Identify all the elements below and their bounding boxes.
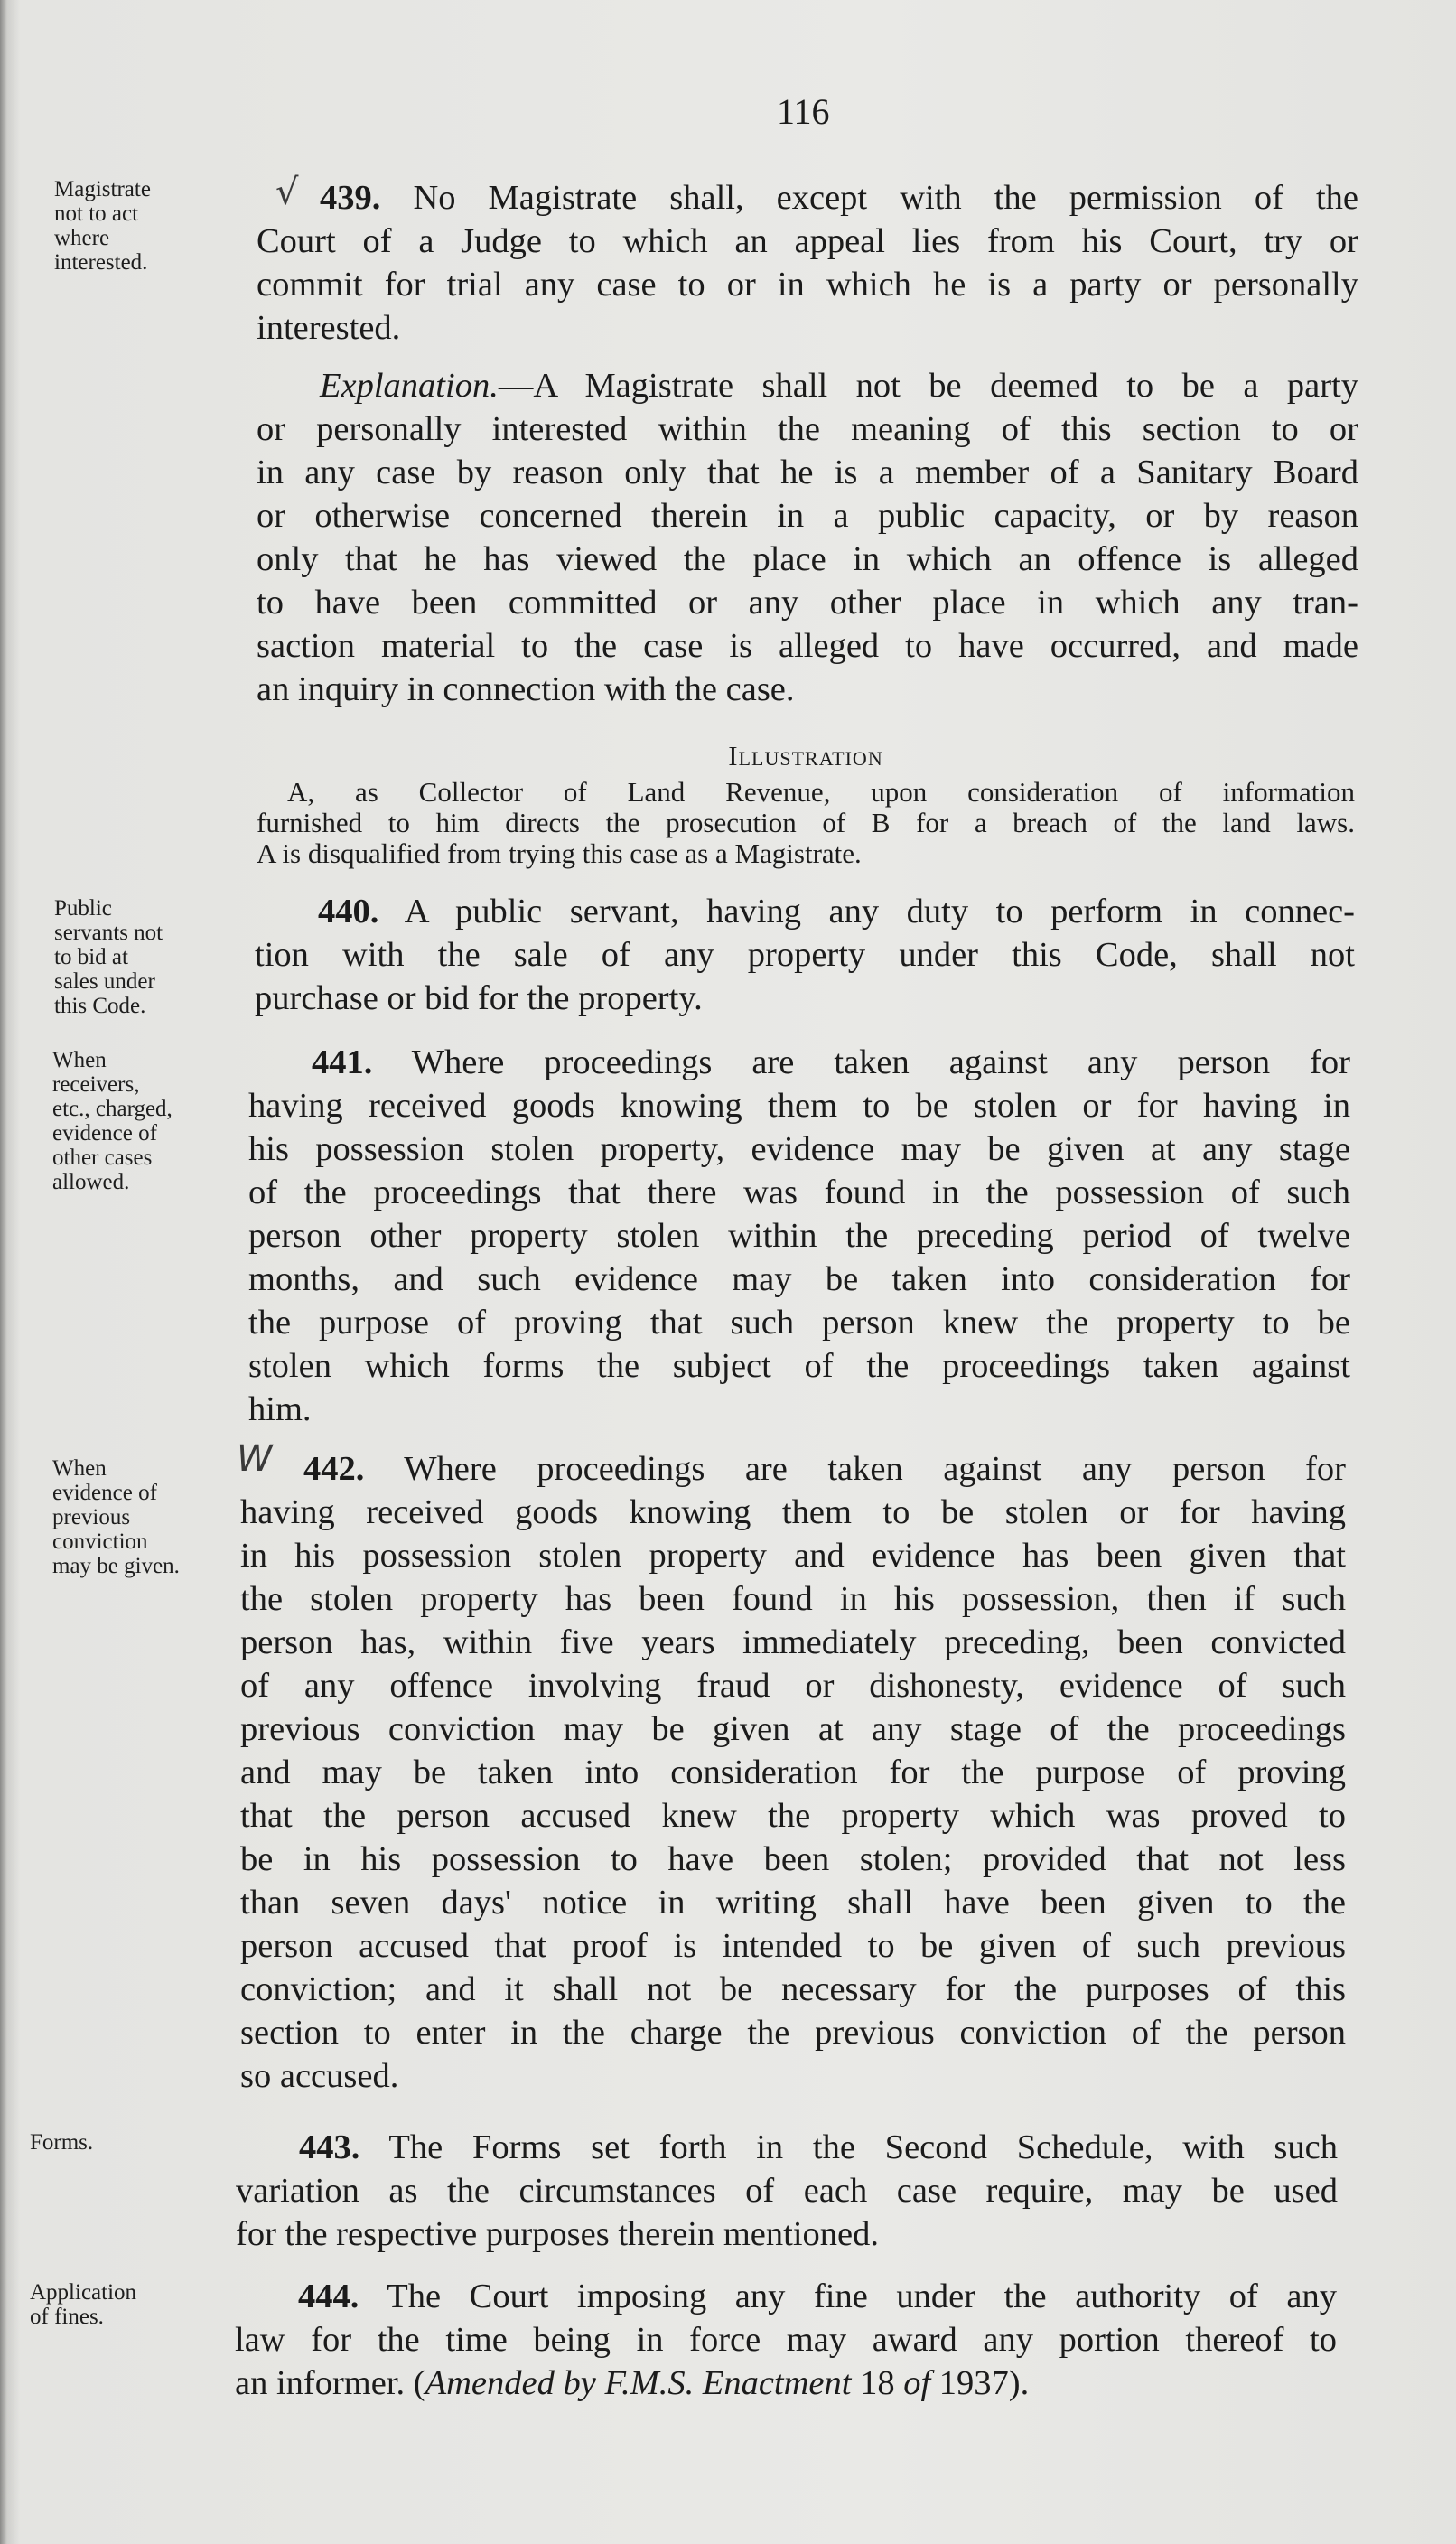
margin-note-line: Forms. [30,2130,94,2155]
text-line [257,263,1358,306]
section-444 [235,2275,1337,2405]
section-440 [255,890,1355,1020]
text-line [257,538,1358,581]
margin-note-line: servants not [54,921,163,945]
text-line [255,933,1355,977]
section-number: 440. [318,893,379,931]
section-number: 442. [303,1450,365,1488]
text-line [257,668,1358,711]
text-line [248,1171,1350,1214]
line-text: of any offence involving fraud or dishonesty, evidence of such [240,1667,1346,1705]
margin-note-line: conviction [52,1529,148,1554]
text-line [236,2169,1338,2212]
margin-note-line: When [52,1456,107,1481]
line-text: in any case by reason only that he is a member of a Sanitary Board [257,454,1358,491]
text-line [235,2318,1337,2362]
line-text: No Magistrate shall, except with the permission of the [380,179,1358,217]
text-line [240,2054,1346,2098]
margin-note-line: allowed. [52,1170,130,1194]
margin-note-440 [54,896,163,1018]
text-line [240,1491,1346,1534]
line-text: be in his possession to have been stolen; provided that not less [240,1840,1346,1878]
margin-note-442 [52,1456,180,1578]
margin-note-line: other cases [52,1146,153,1170]
line-text: stolen which forms the subject of the proceedings taken against [248,1347,1350,1385]
line-text: or otherwise concerned therein in a public capacity, or by reason [257,497,1358,535]
margin-note-line: Magistrate [54,177,151,201]
text-line [240,1924,1346,1968]
line-text: tion with the sale of any property under this Code, shall not [255,936,1355,974]
line-text: conviction; and it shall not be necessary for the purposes of this [240,1970,1346,2008]
section-number: 441. [312,1043,373,1081]
text-line [248,1388,1350,1431]
line-text: so accused. [240,2057,399,2095]
illustration-heading: Illustration [728,740,883,772]
line-text: to have been committed or any other place in which any tran- [257,584,1358,622]
margin-note-line: Public [54,896,112,921]
line-text: commit for trial any case to or in which he is a party or personally [257,266,1358,304]
text-line [257,306,1358,350]
text-line [255,977,1355,1020]
line-text: in his possession stolen property and evidence has been given that [240,1537,1346,1575]
margin-note-443 [30,2130,93,2155]
margin-note-line: sales under [54,969,155,994]
illustration-text [257,777,1355,869]
section-441 [248,1041,1350,1431]
line-text: of [903,2364,931,2402]
line-text: law for the time being in force may award any portion thereof to [235,2321,1337,2359]
text-line [236,2212,1338,2256]
margin-note-line: may be given. [52,1554,180,1578]
line-text: previous conviction may be given at any stage of the proceedings [240,1710,1346,1748]
text-line [248,1301,1350,1344]
margin-note-line: Application [30,2280,137,2305]
section-439-explanation [257,364,1358,711]
line-text: Court of a Judge to which an appeal lies from his Court, try or [257,222,1358,260]
line-text: that the person accused knew the property which was proved to [240,1797,1346,1835]
line-text: for the respective purposes therein mentioned. [236,2215,880,2253]
line-text: The Forms set forth in the Second Schedule, with such [359,2128,1338,2166]
line-text: the stolen property has been found in his possession, then if such [240,1580,1346,1618]
line-text: The Court imposing any fine under the authority of any [359,2277,1337,2315]
text-line [240,1794,1346,1838]
line-text: of the proceedings that there was found in the possession of such [248,1174,1350,1211]
line-text: having received goods knowing them to be stolen or for having in [248,1087,1350,1125]
explanation-label: Explanation. [320,367,499,405]
line-text: having received goods knowing them to be stolen or for having [240,1493,1346,1531]
text-line [248,1344,1350,1388]
text-line [257,581,1358,624]
line-text: Where proceedings are taken against any person for [372,1043,1350,1081]
line-text: the purpose of proving that such person knew the property to be [248,1304,1350,1342]
text-line [240,1751,1346,1794]
text-line [248,1084,1350,1127]
line-text: an inquiry in connection with the case. [257,670,795,708]
line-text: his possession stolen property, evidence may be given at any stage [248,1130,1350,1168]
text-line [240,1664,1346,1707]
line-text: —A Magistrate shall not be deemed to be a party [498,367,1358,405]
line-text: section to enter in the charge the previous conviction of the person [240,2014,1346,2052]
section-439 [257,176,1358,350]
margin-note-line: of fines. [30,2305,104,2329]
text-line [257,220,1358,263]
margin-note-line: When [52,1048,107,1072]
text-line [257,624,1358,668]
text-line [257,407,1358,451]
margin-note-line: this Code. [54,994,146,1018]
section-442 [240,1447,1346,2098]
text-line [255,890,1355,933]
illustration-block [257,741,1355,869]
section-number: 443. [299,2128,360,2166]
text-line [257,364,1358,407]
text-line [248,1127,1350,1171]
line-text: A public servant, having any duty to perform in connec- [378,893,1355,931]
text-line [236,2126,1338,2169]
text-line [240,1577,1346,1621]
text-line [240,1621,1346,1664]
margin-note-line: previous [52,1505,131,1529]
line-text: variation as the circumstances of each case require, may be used [236,2172,1338,2210]
text-line [248,1041,1350,1084]
margin-note-line: not to act [54,201,139,226]
text-line [240,1968,1346,2011]
margin-note-line: evidence of [52,1121,157,1146]
margin-note-line: to bid at [54,945,128,969]
line-text: interested. [257,309,401,347]
line-text: 18 [851,2364,904,2402]
line-text: and may be taken into consideration for the purpose of proving [240,1754,1346,1791]
amendment-citation: Amended by F.M.S. Enactment [425,2364,852,2402]
illustration-line: furnished to him directs the prosecution of B for a breach of the land laws. [257,808,1355,838]
margin-note-439 [54,177,151,275]
line-text: purchase or bid for the property. [255,979,703,1017]
line-text: person accused that proof is intended to be given of such previous [240,1927,1346,1965]
text-line [240,1881,1346,1924]
margin-note-444 [30,2280,136,2329]
margin-note-line: interested. [54,250,148,275]
page-number: 116 [777,91,830,132]
line-text: or personally interested within the meaning of this section to or [257,410,1358,448]
line-text: Where proceedings are taken against any person for [364,1450,1346,1488]
text-line [248,1214,1350,1258]
handwritten-w-mark: W [237,1438,273,1480]
section-number: 444. [298,2277,359,2315]
section-number: 439. [320,179,381,217]
text-line [257,494,1358,538]
text-line [240,2011,1346,2054]
line-text: only that he has viewed the place in which an offence is alleged [257,540,1358,578]
line-text: him. [248,1390,312,1428]
line-text: months, and such evidence may be taken into consideration for [248,1260,1350,1298]
text-line [257,451,1358,494]
text-line [240,1534,1346,1577]
line-text: an informer. ( [235,2364,425,2402]
margin-note-line: where [54,226,110,250]
line-text: 1937). [930,2364,1030,2402]
text-line [240,1838,1346,1881]
handwritten-check-mark: √ [275,172,299,213]
text-line [240,1447,1346,1491]
text-line [235,2275,1337,2318]
text-line [257,176,1358,220]
section-443 [236,2126,1338,2256]
line-text: person other property stolen within the preceding period of twelve [248,1217,1350,1255]
line-text: person has, within five years immediately preceding, been convicted [240,1623,1346,1661]
margin-note-line: receivers, [52,1072,140,1097]
text-line [248,1258,1350,1301]
text-line [235,2362,1337,2405]
margin-note-line: etc., charged, [52,1097,173,1121]
line-text: saction material to the case is alleged to have occurred, and made [257,627,1358,665]
margin-note-line: evidence of [52,1481,157,1505]
line-text: than seven days' notice in writing shall have been given to the [240,1884,1346,1922]
illustration-line: A is disqualified from trying this case as a Magistrate. [257,838,862,869]
margin-note-441 [52,1048,173,1194]
text-line [240,1707,1346,1751]
illustration-line: A, as Collector of Land Revenue, upon consideration of information [287,777,1355,808]
